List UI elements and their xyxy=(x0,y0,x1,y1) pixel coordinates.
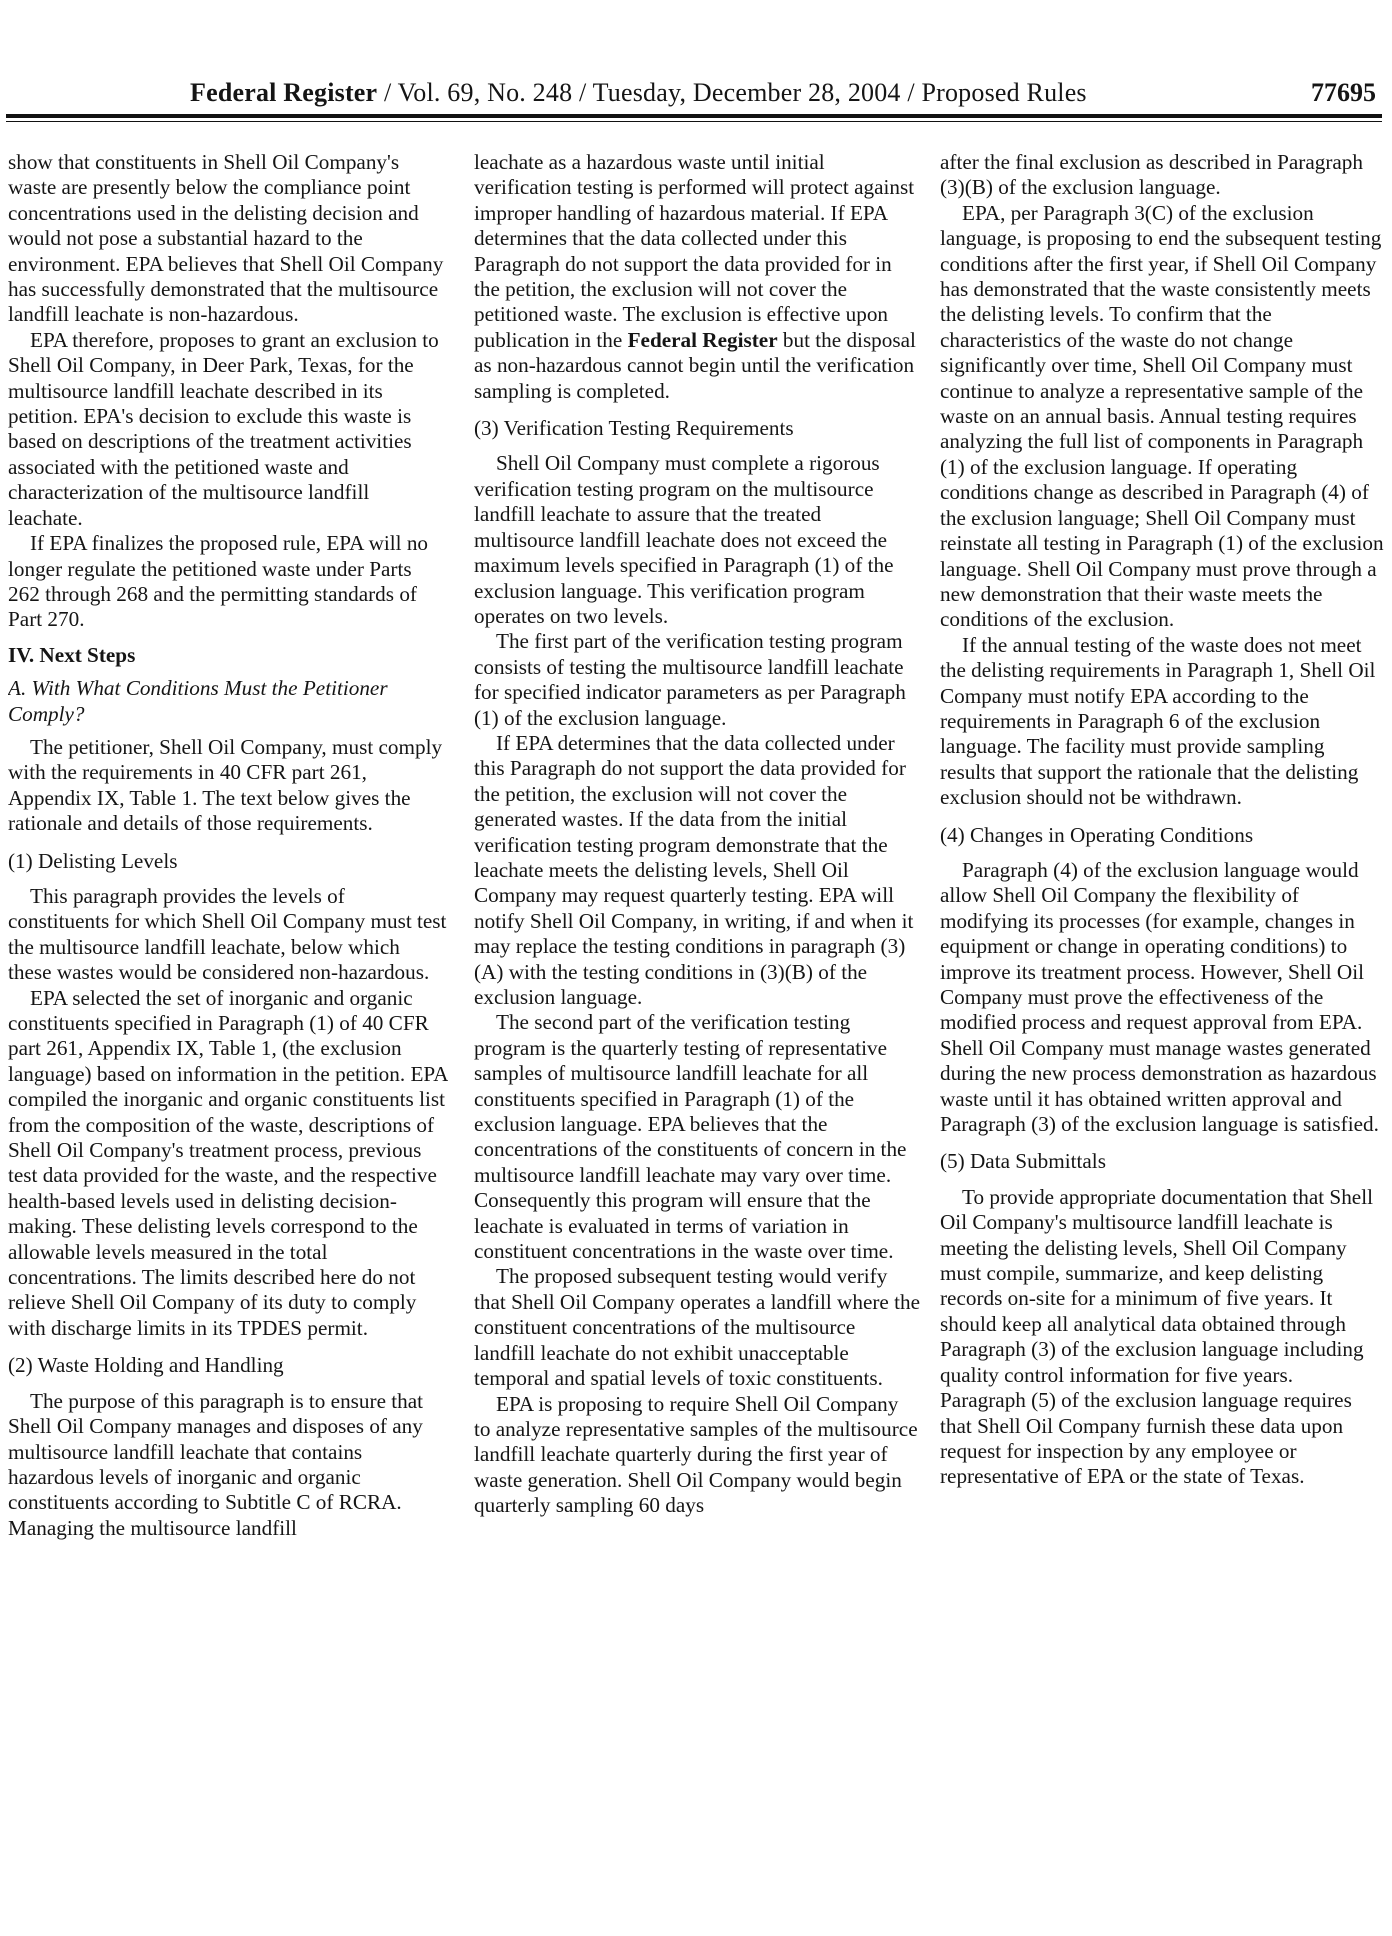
paragraph: The petitioner, Shell Oil Company, must comply with the requirements in 40 CFR part 261, Appendix IX, Table 1. The text below gives the rationale and details of those requirements. xyxy=(8,734,443,836)
header-publication: Federal Register xyxy=(190,78,378,107)
header-title xyxy=(190,78,1087,108)
paragraph: Paragraph (4) of the exclusion language would allow Shell Oil Company the flexibility of modifying its processes (for example, changes in equipment or change in operating conditions) to improve its treatment process. However, Shell Oil Company must prove the effectiveness of the modified process and request approval from EPA. Shell Oil Company must manage wastes generated during the new process demonstration as hazardous waste until it has obtained written approval and Paragraph (3) of the exclusion language is satisfied. xyxy=(940,857,1379,1137)
paragraph: The first part of the verification testing program consists of testing the multisource landfill leachate for specified indicator parameters as per Paragraph (1) of the exclusion language. xyxy=(474,629,906,730)
paragraph: If the annual testing of the waste does not meet the delisting requirements in Paragraph 1, Shell Oil Company must notify EPA according to the requirements in Paragraph 6 of the exclusion language. The facility must provide sampling results that support the rationale that the delisting exclusion should not be withdrawn. xyxy=(940,632,1376,810)
paragraph-heading-delisting-levels: (1) Delisting Levels xyxy=(8,848,178,873)
paragraph: EPA selected the set of inorganic and organic constituents specified in Paragraph (1) of 40 CFR part 261, Appendix IX, Table 1, (the exclusion language) based on information in the petition. EPA compiled the inorganic and organic constituents list from the composition of the waste, descriptions of Shell Oil Company's treatment process, previous test data provided for the waste, and the respective health-based levels used in delisting decision-making. These delisting levels correspond to the allowable levels measured in the total concentrations. The limits described here do not relieve Shell Oil Company of its duty to comply with discharge limits in its TPDES permit. xyxy=(8,985,448,1340)
paragraph: If EPA determines that the data collected under this Paragraph do not support the data provided for the petition, the exclusion will not cover the generated wastes. If the data from the initial verification testing program demonstrate that the leachate meets the delisting levels, Shell Oil Company may request quarterly testing. EPA will notify Shell Oil Company, in writing, if and when it may replace the testing conditions in paragraph (3)(A) with the testing conditions in (3)(B) of the exclusion language. xyxy=(474,730,914,1009)
paragraph xyxy=(474,150,920,404)
paragraph: EPA, per Paragraph 3(C) of the exclusion language, is proposing to end the subsequent testing conditions after the first year, if Shell Oil Company has demonstrated that the waste consistently meets the delisting levels. To confirm that the characteristics of the waste do not change significantly over time, Shell Oil Company must continue to analyze a representative sample of the waste on an annual basis. Annual testing requires analyzing the full list of components in Paragraph (1) of the exclusion language. If operating conditions change as described in Paragraph (4) of the exclusion language; Shell Oil Company must reinstate all testing in Paragraph (1) of the exclusion language. Shell Oil Company must prove through a new demonstration that their waste meets the conditions of the exclusion. xyxy=(940,200,1384,632)
text-run: but the disposal as non-hazardous cannot begin until the verification sampling is completed. xyxy=(474,327,916,403)
paragraph: This paragraph provides the levels of constituents for which Shell Oil Company must test the multisource landfill leachate, below which these wastes would be considered non-hazardous. xyxy=(8,883,447,985)
running-header xyxy=(0,78,1384,112)
paragraph: after the final exclusion as described in Paragraph (3)(B) of the exclusion language. xyxy=(940,150,1363,200)
header-rule-thin xyxy=(6,121,1382,122)
header-page-number: 77695 xyxy=(1311,78,1376,107)
header-rule-thick xyxy=(6,114,1382,118)
subsection-heading-conditions: A. With What Conditions Must the Petitioner Comply? xyxy=(8,676,388,726)
paragraph: The second part of the verification testing program is the quarterly testing of representative samples of multisource landfill leachate for all constituents specified in Paragraph (1) of the exclusion language. EPA believes that the concentrations of the constituents of concern in the multisource landfill leachate may vary over time. Consequently this program will ensure that the leachate is evaluated in terms of variation in constituent concentrations in the waste over time. xyxy=(474,1010,907,1264)
federal-register-emphasis: Federal Register xyxy=(627,327,778,352)
paragraph-heading-verification-testing: (3) Verification Testing Requirements xyxy=(474,416,794,441)
paragraph: If EPA finalizes the proposed rule, EPA will no longer regulate the petitioned waste under Parts 262 through 268 and the permitting standards of Part 270. xyxy=(8,531,429,632)
paragraph-heading-data-submittals: (5) Data Submittals xyxy=(940,1149,1106,1174)
paragraph: The purpose of this paragraph is to ensure that Shell Oil Company manages and disposes of any multisource landfill leachate that contains hazardous levels of inorganic and organic constituents according to Subtitle C of RCRA. Managing the multisource landfill xyxy=(8,1388,424,1540)
column-3 xyxy=(940,150,1384,1930)
paragraph: EPA therefore, proposes to grant an exclusion to Shell Oil Company, in Deer Park, Texas, for the multisource landfill leachate described in its petition. EPA's decision to exclude this waste is based on descriptions of the treatment activities associated with the petitioned waste and characterization of the multisource landfill leachate. xyxy=(8,327,439,530)
paragraph: EPA is proposing to require Shell Oil Company to analyze representative samples of the multisource landfill leachate quarterly during the first year of waste generation. Shell Oil Company would begin quarterly sampling 60 days xyxy=(474,1391,918,1518)
paragraph: The proposed subsequent testing would verify that Shell Oil Company operates a landfill where the constituent concentrations of the multisource landfill leachate do not exhibit unacceptable temporal and spatial levels of toxic constituents. xyxy=(474,1264,920,1391)
paragraph: To provide appropriate documentation that Shell Oil Company's multisource landfill leachate is meeting the delisting levels, Shell Oil Company must compile, summarize, and keep delisting records on-site for a minimum of five years. It should keep all analytical data obtained through Paragraph (3) of the exclusion language including quality control information for five years. Paragraph (5) of the exclusion language requires that Shell Oil Company furnish these data upon request for inspection by any employee or representative of EPA or the state of Texas. xyxy=(940,1184,1373,1489)
column-1 xyxy=(8,150,448,1930)
text-run: leachate as a hazardous waste until initial verification testing is performed will protect against improper handling of hazardous material. If EPA determines that the data collected under this Paragraph do not support the data provided for in the petition, the exclusion will not cover the petitioned waste. The exclusion is effective upon publication in the xyxy=(474,150,915,352)
paragraph-heading-changes-operating-conditions: (4) Changes in Operating Conditions xyxy=(940,822,1254,847)
header-issue-info: / Vol. 69, No. 248 / Tuesday, December 28, 2004 / Proposed Rules xyxy=(377,78,1087,107)
paragraph-heading-waste-holding: (2) Waste Holding and Handling xyxy=(8,1353,284,1378)
column-2 xyxy=(474,150,920,1930)
paragraph: show that constituents in Shell Oil Company's waste are presently below the compliance point concentrations used in the delisting decision and would not pose a substantial hazard to the environment. EPA believes that Shell Oil Company has successfully demonstrated that the multisource landfill leachate is non-hazardous. xyxy=(8,150,444,327)
paragraph: Shell Oil Company must complete a rigorous verification testing program on the multisource landfill leachate to assure that the treated multisource landfill leachate does not exceed the maximum levels specified in Paragraph (1) of the exclusion language. This verification program operates on two levels. xyxy=(474,451,894,628)
section-heading-next-steps: IV. Next Steps xyxy=(8,642,136,667)
